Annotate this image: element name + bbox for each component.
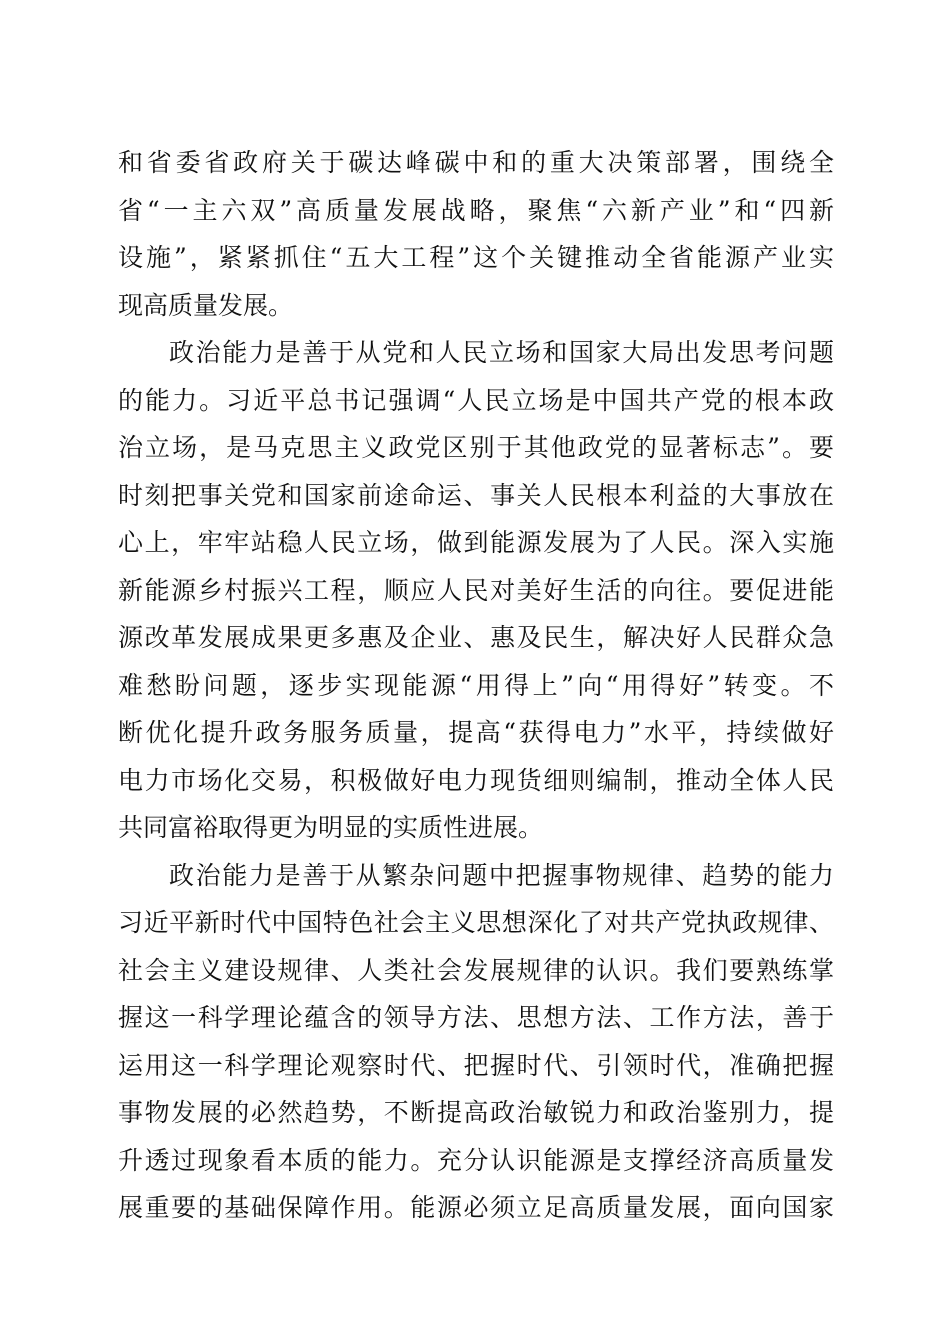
text-line: 社会主义建设规律、人类社会发展规律的认识。我们要熟练掌: [118, 955, 834, 985]
text-line: 时刻把事关党和国家前途命运、事关人民根本利益的大事放在: [118, 480, 834, 510]
text-line: 共同富裕取得更为明显的实质性进展。: [118, 813, 544, 842]
text-line: 展重要的基础保障作用。能源必须立足高质量发展，面向国家: [118, 1193, 834, 1222]
text-line: 省“一主六双”高质量发展战略，聚焦“六新产业”和“四新: [118, 195, 834, 225]
text-line: 新能源乡村振兴工程，顺应人民对美好生活的向往。要促进能: [118, 575, 834, 605]
text-line: 电力市场化交易，积极做好电力现货细则编制，推动全体人民: [118, 765, 834, 795]
text-line: 习近平新时代中国特色社会主义思想深化了对共产党执政规律、: [118, 908, 834, 937]
text-line: 断优化提升政务服务质量，提高“获得电力”水平，持续做好: [118, 718, 834, 747]
text-line: 难愁盼问题，逐步实现能源“用得上”向“用得好”转变。不: [118, 670, 834, 700]
text-line: 事物发展的必然趋势，不断提高政治敏锐力和政治鉴别力，提: [118, 1098, 834, 1127]
paragraph-first-line: 政治能力是善于从繁杂问题中把握事物规律、趋势的能力: [169, 860, 834, 890]
text-line: 源改革发展成果更多惠及企业、惠及民生，解决好人民群众急: [118, 623, 834, 652]
text-line: 和省委省政府关于碳达峰碳中和的重大决策部署，围绕全: [118, 148, 834, 177]
text-line: 治立场，是马克思主义政党区别于其他政党的显著标志”。要: [118, 433, 834, 462]
text-line: 的能力。习近平总书记强调“人民立场是中国共产党的根本政: [118, 385, 834, 415]
text-line: 握这一科学理论蕴含的领导方法、思想方法、工作方法，善于: [118, 1003, 834, 1032]
text-line: 心上，牢牢站稳人民立场，做到能源发展为了人民。深入实施: [118, 528, 834, 557]
body-text: [118, 139, 834, 1232]
text-line: 运用这一科学理论观察时代、把握时代、引领时代，准确把握: [118, 1050, 834, 1080]
text-line: 现高质量发展。: [118, 290, 294, 320]
text-line: 设施”，紧紧抓住“五大工程”这个关键推动全省能源产业实: [118, 243, 834, 272]
text-line: 升透过现象看本质的能力。充分认识能源是支撑经济高质量发: [118, 1145, 834, 1175]
paragraph-first-line: 政治能力是善于从党和人民立场和国家大局出发思考问题: [169, 338, 834, 367]
